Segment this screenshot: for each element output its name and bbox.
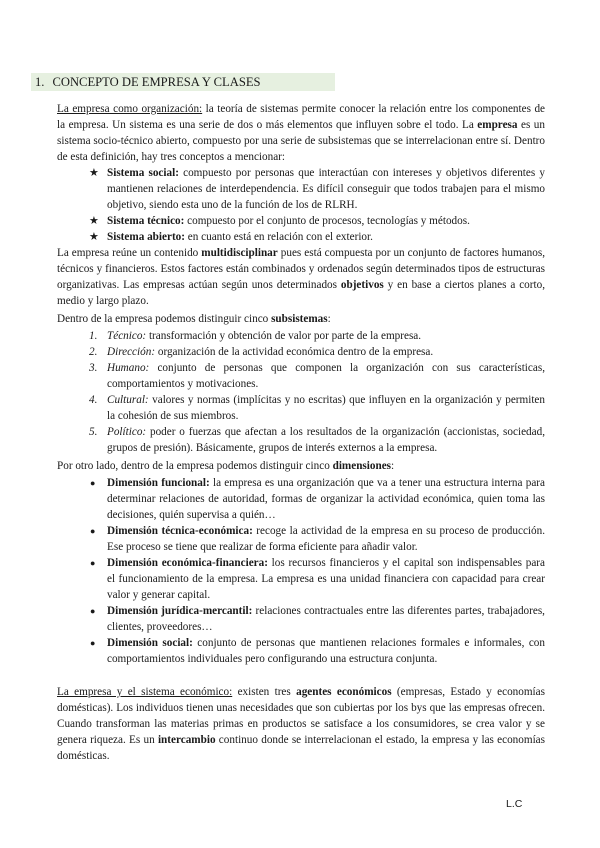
dimensions-intro: Por otro lado, dentro de la empresa podemos distinguir cinco dimensiones: (57, 460, 395, 472)
list-item: ★ Sistema técnico: compuesto por el conjunto de procesos, tecnologías y métodos. (89, 215, 470, 227)
heading-title: CONCEPTO DE EMPRESA Y CLASES (52, 75, 261, 89)
bullet-icon: ● (90, 526, 96, 536)
list-item: ● Dimensión económica-financiera: los recursos financieros y el capital son indispensables para el funcionamiento de la empresa. La empresa es una unidad financiera con capacidad para crear valor y generar capital. (90, 557, 545, 601)
list-item: ★ Sistema social: compuesto por personas que interactúan con intereses y objetivos diferentes y mantienen relaciones de interdependencia. Es difícil conseguir que todos trabajen para el mismo objetivo, siendo esta uno de la función de los de RLRH. (89, 167, 545, 211)
star-icon: ★ (89, 215, 100, 227)
economic-system-paragraph: La empresa y el sistema económico: existen tres agentes económicos (empresas, Estado y economías domésticas). Los individuos tienen unas necesidades que son cubiertas por los bys que las empresas ofrecen. Cuando transforman las materias primas en productos se satisface a los consumidores, se crea valor y se genera riqueza. Es un intercambio continuo donde se interrelacionan el estado, la empresa y las economías domésticas. (57, 686, 545, 762)
page-footer-initials: L.C (506, 798, 523, 810)
bullet-icon: ● (90, 478, 96, 488)
list-item: ● Dimensión funcional: la empresa es una organización que va a tener una estructura interna para determinar relaciones de autoridad, formas de organizar la actividad económica, quien toma las decisiones, quién supervisa a quién… (90, 477, 545, 521)
list-item: 2. Dirección: organización de la actividad económica dentro de la empresa. (89, 346, 434, 358)
intro-paragraph: La empresa como organización: la teoría de sistemas permite conocer la relación entre los componentes de la empresa. Un sistema es una serie de dos o más elementos que influyen sobre el todo. La empresa es un sistema socio-técnico abierto, compuesto por una serie de subsistemas que se interrelacionan entre sí. Dentro de esta definición, hay tres conceptos a mencionar: (57, 103, 546, 163)
list-item: 5. Político: poder o fuerzas que afectan a los resultados de la organización (accionistas, sociedad, grupos de presión). Básicamente, grupos de interés externos a la empresa. (89, 426, 545, 454)
dimensions-list (57, 475, 545, 667)
subsystems-list (57, 328, 545, 456)
bullet-icon: ● (90, 606, 96, 616)
heading-number: 1. (35, 75, 45, 89)
bullet-icon: ● (90, 558, 96, 568)
list-item: 1. Técnico: transformación y obtención de valor por parte de la empresa. (89, 330, 422, 342)
intro-lead: La empresa como organización: (57, 103, 203, 115)
systems-list (57, 165, 545, 245)
list-item: 4. Cultural: valores y normas (implícitas y no escritas) que influyen en la organización y permiten la cohesión de sus miembros. (89, 394, 545, 422)
section-heading (31, 73, 335, 91)
list-item: 3. Humano: conjunto de personas que componen la organización con sus características, comportamientos y motivaciones. (89, 362, 545, 390)
bullet-icon: ● (90, 638, 96, 648)
star-icon: ★ (89, 231, 100, 243)
list-item: ● Dimensión técnica-económica: recoge la actividad de la empresa en su proceso de producción. Ese proceso se tiene que realizar de forma eficiente para añadir valor. (90, 525, 545, 553)
subsystems-intro: Dentro de la empresa podemos distinguir cinco subsistemas: (57, 313, 331, 325)
list-item: ★ Sistema abierto: en cuanto está en relación con el exterior. (89, 231, 373, 243)
star-icon: ★ (89, 167, 100, 179)
list-item: ● Dimensión jurídica-mercantil: relaciones contractuales entre las diferentes partes, trabajadores, clientes, proveedores… (90, 605, 545, 633)
list-item: ● Dimensión social: conjunto de personas que mantienen relaciones formales e informales, con comportamientos individuales pero configurando una estructura conjunta. (90, 637, 545, 665)
economic-system-lead: La empresa y el sistema económico: (57, 686, 233, 698)
multidisciplinary-paragraph: La empresa reúne un contenido multidisciplinar pues está compuesta por un conjunto de factores humanos, técnicos y financieros. Estos factores están combinados y ordenados según determinados tipos de estructuras organizativas. Las empresas actúan según unos determinados objetivos y en base a ciertos planes a corto, medio y largo plazo. (57, 247, 545, 307)
